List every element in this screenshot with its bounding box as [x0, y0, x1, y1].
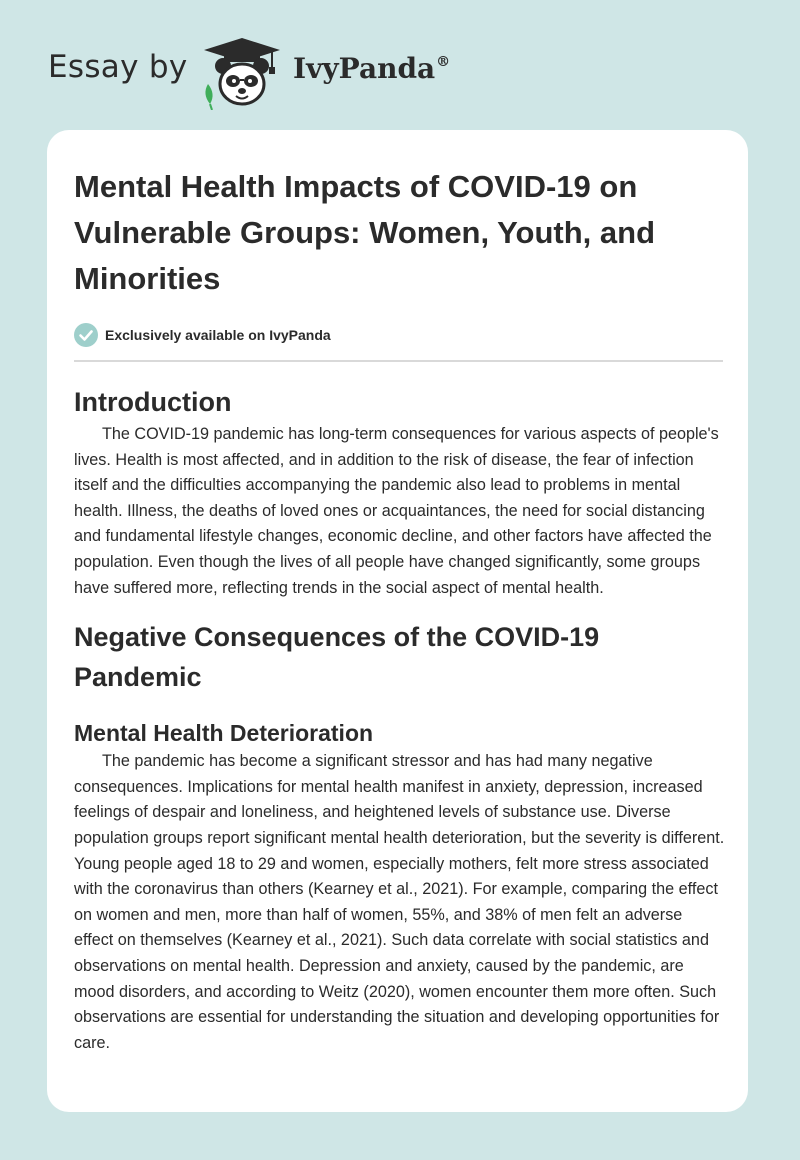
registered-mark: ®	[436, 54, 451, 70]
article-card	[47, 130, 748, 1112]
section-heading-negative-consequences: Negative Consequences of the COVID-19 Pandemic	[74, 622, 600, 693]
brand-name[interactable]: IvyPanda®	[293, 52, 451, 85]
mental-health-paragraph: The pandemic has become a significant stressor and has had many negative consequences. Implications for mental health manifest in anxiety, depression, increased feelings of despair and loneliness, and heightened levels of substance use. Diverse population groups report significant mental health deterioration, but the severity is different. Young people aged 18 to 29 and women, especially mothers, felt more stress associated with the coronavirus than others (Kearney et al., 2021). For example, comparing the effect on women and men, more than half of women, 55%, and 38% of men felt an adverse effect on themselves (Kearney et al., 2021). Such data correlate with social statistics and observations on mental health. Depression and anxiety, caused by the pandemic, are mood disorders, and according to Weitz (2020), women encounter them more often. Such observations are essential for understanding the situation and developing opportunities for care.	[74, 752, 725, 1052]
exclusive-badge	[74, 322, 726, 348]
badge-text: Exclusively available on IvyPanda	[105, 327, 331, 343]
title-divider	[74, 360, 723, 362]
site-header	[48, 34, 648, 114]
subsection-heading-mental-health: Mental Health Deterioration	[74, 720, 374, 747]
check-circle-icon	[74, 323, 98, 347]
panda-graduate-logo-icon[interactable]	[200, 34, 284, 110]
introduction-paragraph: The COVID-19 pandemic has long-term consequences for various aspects of people's lives. Health is most affected, and in addition to the risk of disease, the fear of infection itself and the difficulties accompanying the pandemic also lead to problems in mental health. Illness, the deaths of loved ones or acquaintances, the need for social distancing and fundamental lifestyle changes, economic decline, and other factors have affected the population. Even though the lives of all people have changed significantly, some groups have suffered more, reflecting trends in the social aspect of mental health.	[74, 425, 719, 597]
article-content	[74, 130, 726, 1056]
brand-prefix: Essay by	[48, 49, 188, 85]
page-title: Mental Health Impacts of COVID-19 on Vulnerable Groups: Women, Youth, and Minorities	[74, 169, 656, 296]
section-heading-introduction: Introduction	[74, 387, 232, 417]
